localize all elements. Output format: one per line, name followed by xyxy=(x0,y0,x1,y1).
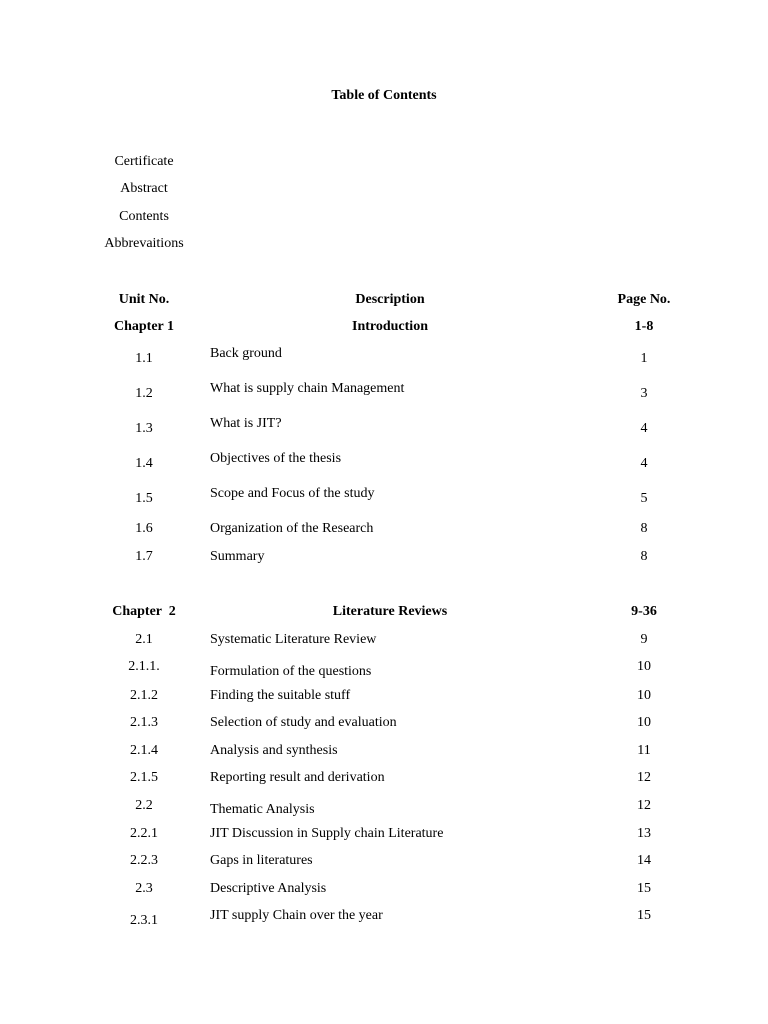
toc-description: JIT supply Chain over the year xyxy=(210,908,383,923)
toc-description: Summary xyxy=(210,549,265,564)
toc-unit: 2.1.2 xyxy=(130,688,158,703)
toc-page: 8 xyxy=(640,549,648,564)
toc-unit: 1.6 xyxy=(135,521,153,536)
toc-page: 4 xyxy=(640,421,648,436)
toc-unit: 2.2.3 xyxy=(130,853,158,868)
toc-description: Formulation of the questions xyxy=(210,664,372,679)
toc-description: Back ground xyxy=(210,346,282,361)
toc-page: 1 xyxy=(640,351,648,366)
toc-unit: 2.1.5 xyxy=(130,770,158,785)
toc-page: 10 xyxy=(637,659,651,674)
toc-description: Scope and Focus of the study xyxy=(210,486,375,501)
front-matter-abstract: Abstract xyxy=(120,181,168,196)
toc-description: Thematic Analysis xyxy=(210,802,315,817)
page-title: Table of Contents xyxy=(331,88,437,103)
toc-unit: 2.3 xyxy=(135,881,153,896)
toc-unit: 1.4 xyxy=(135,456,153,471)
toc-unit: 2.3.1 xyxy=(130,913,158,928)
toc-unit: 2.2.1 xyxy=(130,826,158,841)
chapter-2-title: Literature Reviews xyxy=(332,604,448,619)
toc-page: 9 xyxy=(640,632,648,647)
toc-page: 8 xyxy=(640,521,648,536)
toc-page: 10 xyxy=(637,688,651,703)
toc-unit: 1.7 xyxy=(135,549,153,564)
toc-description: What is JIT? xyxy=(210,416,282,431)
front-matter-abbreviations: Abbrevaitions xyxy=(104,236,184,251)
toc-page: 14 xyxy=(637,853,651,868)
toc-unit: 2.1.1. xyxy=(128,659,160,674)
chapter-1-unit: Chapter 1 xyxy=(113,319,175,334)
toc-page: 12 xyxy=(637,798,651,813)
header-page-no: Page No. xyxy=(617,292,671,307)
toc-page: 11 xyxy=(637,743,651,758)
toc-description: Reporting result and derivation xyxy=(210,770,385,785)
chapter-1-title: Introduction xyxy=(352,319,428,334)
toc-description: Gaps in literatures xyxy=(210,853,313,868)
toc-unit: 2.1 xyxy=(135,632,153,647)
toc-description: What is supply chain Management xyxy=(210,381,405,396)
toc-page: 4 xyxy=(640,456,648,471)
toc-description: Analysis and synthesis xyxy=(210,743,338,758)
toc-page: 15 xyxy=(637,881,651,896)
chapter-2-unit: Chapter 2 xyxy=(112,604,176,619)
toc-page: 3 xyxy=(640,386,648,401)
toc-unit: 1.5 xyxy=(135,491,153,506)
toc-description: Finding the suitable stuff xyxy=(210,688,351,703)
toc-unit: 2.2 xyxy=(135,798,153,813)
toc-page: 12 xyxy=(637,770,651,785)
toc-unit: 1.2 xyxy=(135,386,153,401)
header-unit-no: Unit No. xyxy=(118,292,170,307)
chapter-1-pages: 1-8 xyxy=(634,319,654,334)
toc-page: 10 xyxy=(637,715,651,730)
header-description: Description xyxy=(355,292,425,307)
chapter-2-pages: 9-36 xyxy=(631,604,657,619)
toc-description: Organization of the Research xyxy=(210,521,374,536)
toc-description: Systematic Literature Review xyxy=(210,632,377,647)
toc-unit: 1.1 xyxy=(135,351,153,366)
front-matter-certificate: Certificate xyxy=(114,154,174,169)
toc-unit: 1.3 xyxy=(135,421,153,436)
toc-description: Objectives of the thesis xyxy=(210,451,342,466)
toc-page: 15 xyxy=(637,908,651,923)
toc-description: JIT Discussion in Supply chain Literature xyxy=(210,826,444,841)
toc-page: 5 xyxy=(640,491,648,506)
front-matter-contents: Contents xyxy=(119,209,169,224)
toc-description: Selection of study and evaluation xyxy=(210,715,397,730)
toc-unit: 2.1.4 xyxy=(130,743,158,758)
toc-unit: 2.1.3 xyxy=(130,715,158,730)
toc-description: Descriptive Analysis xyxy=(210,881,327,896)
toc-page: 13 xyxy=(637,826,651,841)
